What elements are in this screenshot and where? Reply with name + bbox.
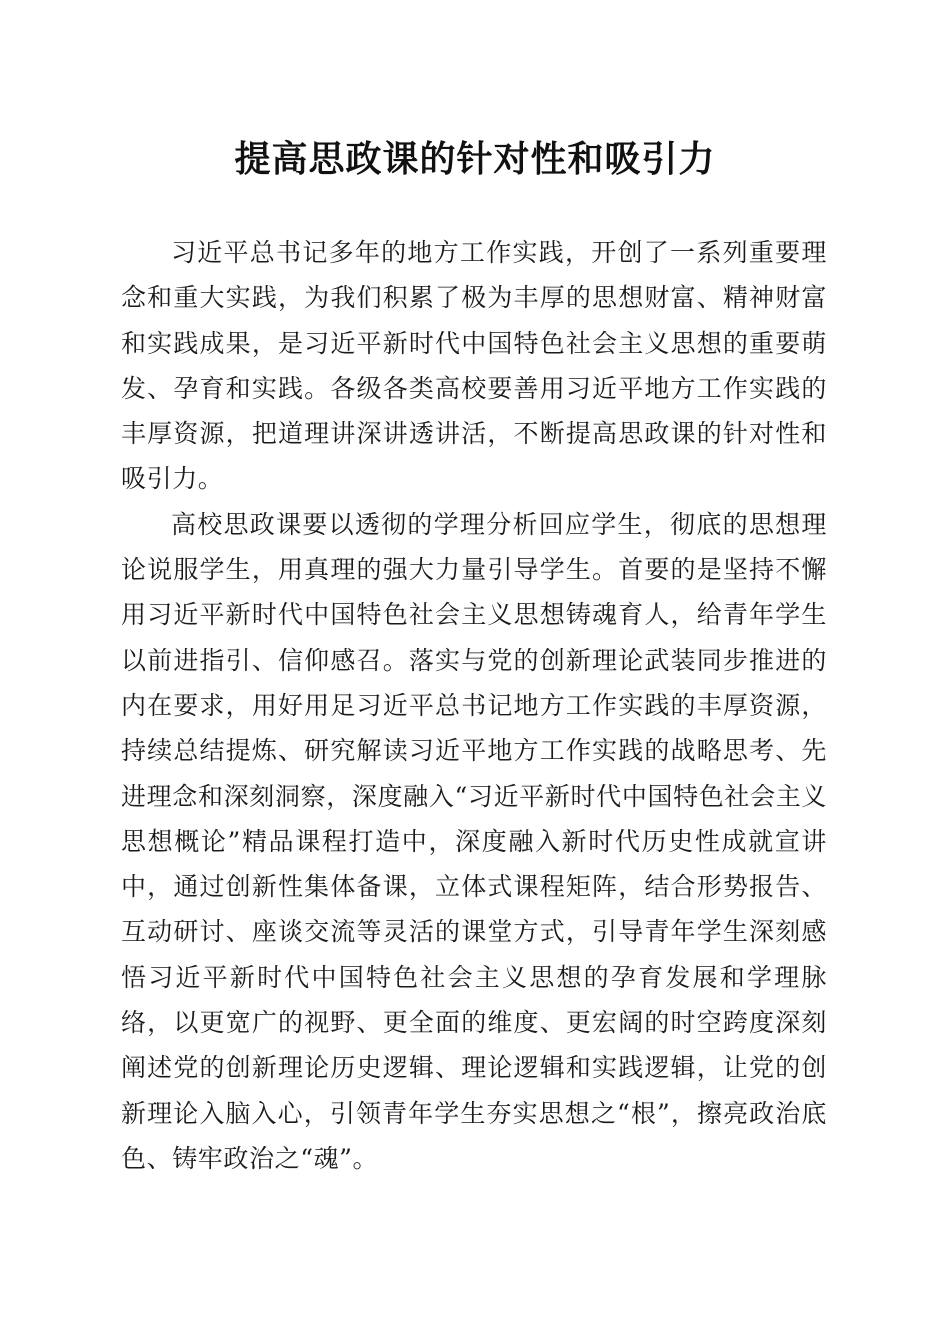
document-body — [121, 230, 827, 1181]
paragraph-1: 习近平总书记多年的地方工作实践，开创了一系列重要理念和重大实践，为我们积累了极为丰厚的思想财富、精神财富和实践成果，是习近平新时代中国特色社会主义思想的重要萌发、孕育和实践。各级各类高校要善用习近平地方工作实践的丰厚资源，把道理讲深讲透讲活，不断提高思政课的针对性和吸引力。 — [121, 238, 827, 494]
document-title: 提高思政课的针对性和吸引力 — [234, 139, 716, 180]
paragraph-2: 高校思政课要以透彻的学理分析回应学生，彻底的思想理论说服学生，用真理的强大力量引导学生。首要的是坚持不懈用习近平新时代中国特色社会主义思想铸魂育人，给青年学生以前进指引、信仰感召。落实与党的创新理论武装同步推进的内在要求，用好用足习近平总书记地方工作实践的丰厚资源，持续总结提炼、研究解读习近平地方工作实践的战略思考、先进理念和深刻洞察，深度融入“习近平新时代中国特色社会主义思想概论”精品课程打造中，深度融入新时代历史性成就宣讲中，通过创新性集体备课，立体式课程矩阵，结合形势报告、互动研讨、座谈交流等灵活的课堂方式，引导青年学生深刻感悟习近平新时代中国特色社会主义思想的孕育发展和学理脉络，以更宽广的视野、更全面的维度、更宏阔的时空跨度深刻阐述党的创新理论历史逻辑、理论逻辑和实践逻辑，让党的创新理论入脑入心，引领青年学生夯实思想之“根”，擦亮政治底色、铸牢政治之“魂”。 — [121, 509, 827, 1173]
